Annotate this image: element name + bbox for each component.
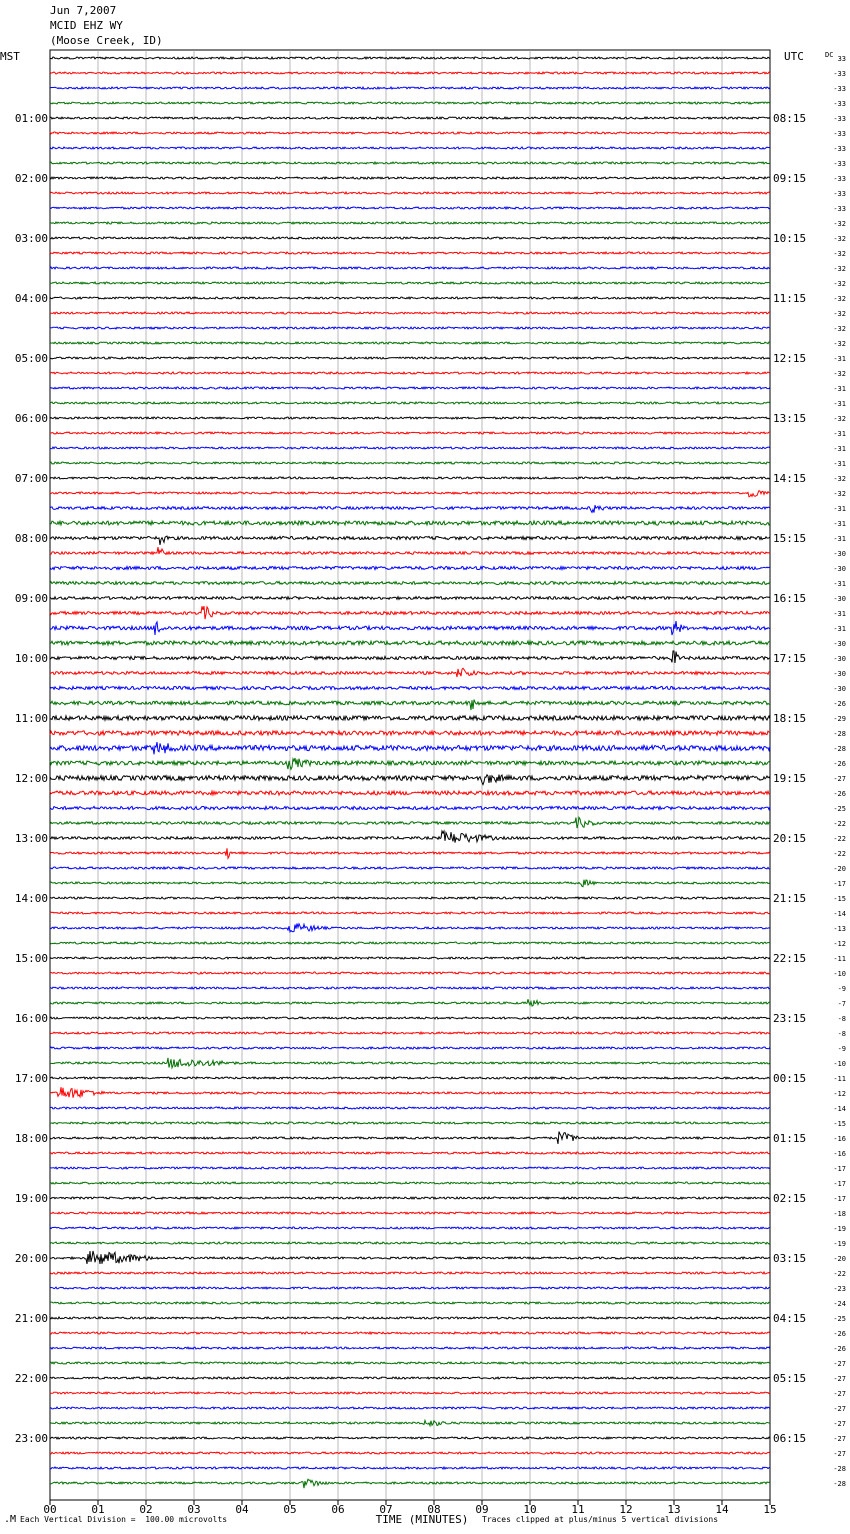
trace-line: [50, 758, 770, 769]
dc-offset-label: -31: [833, 355, 846, 363]
station-code: MCID EHZ WY: [50, 19, 123, 32]
dc-offset-label: -33: [833, 130, 846, 138]
dc-offset-label: -32: [833, 490, 846, 498]
right-hour-label: 16:15: [773, 592, 807, 605]
right-hour-label: 10:15: [773, 232, 807, 245]
trace-line: [50, 72, 770, 74]
dc-offset-label: -16: [833, 1150, 846, 1158]
trace-line: [50, 1182, 770, 1184]
dc-offset-label: -33: [833, 175, 846, 183]
left-hour-label: 05:00: [14, 352, 48, 365]
dc-offset-label: -25: [833, 1315, 846, 1323]
dc-offset-label: -31: [833, 460, 846, 468]
right-hour-label: 00:15: [773, 1072, 807, 1085]
dc-offset-label: -31: [833, 385, 846, 393]
dc-offset-label: -32: [833, 340, 846, 348]
dc-offset-label: -17: [833, 880, 846, 888]
trace-line: [50, 207, 770, 209]
dc-offset-label: -12: [833, 1090, 846, 1098]
dc-offset-label: -31: [833, 625, 846, 633]
left-hour-label: 16:00: [14, 1012, 48, 1025]
dc-offset-label: -32: [833, 295, 846, 303]
trace-line: [50, 817, 770, 828]
left-hour-label: 01:00: [14, 112, 48, 125]
trace-line: [50, 222, 770, 224]
trace-line: [50, 312, 770, 314]
dc-offset-label: -13: [833, 925, 846, 933]
trace-line: [50, 547, 770, 554]
dc-offset-label: -16: [833, 1135, 846, 1143]
dc-offset-label: -30: [833, 595, 846, 603]
right-hour-label: 09:15: [773, 172, 807, 185]
dc-offset-label: -32: [833, 475, 846, 483]
right-hour-label: 04:15: [773, 1312, 807, 1325]
dc-offset-label: -31: [833, 430, 846, 438]
trace-line: [50, 897, 770, 899]
right-hour-label: 15:15: [773, 532, 807, 545]
trace-line: [50, 342, 770, 344]
dc-offset-label: -32: [833, 250, 846, 258]
trace-line: [50, 477, 770, 479]
trace-line: [50, 491, 770, 497]
left-hour-label: 02:00: [14, 172, 48, 185]
trace-line: [50, 1058, 770, 1068]
dc-offset-label: -30: [833, 550, 846, 558]
trace-line: [50, 357, 770, 359]
dc-offset-label: -18: [833, 1210, 846, 1218]
trace-line: [50, 742, 770, 754]
x-tick-label: 12: [619, 1503, 633, 1516]
dc-offset-label: -14: [833, 910, 846, 918]
trace-line: [50, 972, 770, 974]
trace-line: [50, 831, 770, 843]
trace-line: [50, 147, 770, 149]
trace-line: [50, 791, 770, 795]
trace-line: [50, 848, 770, 858]
left-hour-label: 15:00: [14, 952, 48, 965]
dc-offset-label: -31: [833, 610, 846, 618]
x-tick-label: 00: [43, 1503, 57, 1516]
right-hour-label: 22:15: [773, 952, 807, 965]
dc-offset-label: -27: [833, 1435, 846, 1443]
left-hour-label: 12:00: [14, 772, 48, 785]
x-tick-label: 01: [91, 1503, 105, 1516]
dc-offset-label: -12: [833, 940, 846, 948]
trace-line: [50, 132, 770, 134]
dc-offset-label: -10: [833, 1060, 846, 1068]
left-hour-label: 10:00: [14, 652, 48, 665]
trace-line: [50, 1087, 770, 1098]
trace-line: [50, 1287, 770, 1289]
trace-line: [50, 1212, 770, 1214]
dc-offset-label: -33: [833, 115, 846, 123]
trace-line: [50, 387, 770, 389]
trace-line: [50, 1317, 770, 1319]
dc-offset-label: 33: [837, 55, 846, 63]
trace-line: [50, 999, 770, 1006]
x-tick-label: 13: [667, 1503, 681, 1516]
left-hour-label: 08:00: [14, 532, 48, 545]
trace-line: [50, 536, 770, 545]
trace-line: [50, 1132, 770, 1144]
trace-line: [50, 651, 770, 663]
trace-line: [50, 880, 770, 887]
trace-line: [50, 957, 770, 959]
trace-line: [50, 566, 770, 569]
trace-line: [50, 87, 770, 89]
trace-line: [50, 641, 770, 645]
left-hour-label: 19:00: [14, 1192, 48, 1205]
trace-line: [50, 1077, 770, 1079]
dc-offset-label: -33: [833, 160, 846, 168]
vertical-division-note: Each Vertical Division = 100.00 microvolts: [20, 1515, 228, 1524]
trace-line: [50, 447, 770, 449]
right-hour-label: 17:15: [773, 652, 807, 665]
dc-offset-label: -33: [833, 190, 846, 198]
dc-offset-label: -31: [833, 535, 846, 543]
trace-line: [50, 1107, 770, 1109]
right-hour-label: 18:15: [773, 712, 807, 725]
dc-offset-label: -31: [833, 520, 846, 528]
dc-offset-label: -33: [833, 145, 846, 153]
x-tick-label: 10: [523, 1503, 537, 1516]
dc-offset-label: -22: [833, 1270, 846, 1278]
dc-offset-label: -20: [833, 865, 846, 873]
trace-line: [50, 462, 770, 464]
trace-line: [50, 402, 770, 404]
trace-line: [50, 912, 770, 914]
left-hour-label: 11:00: [14, 712, 48, 725]
left-hour-label: 13:00: [14, 832, 48, 845]
left-hour-label: 14:00: [14, 892, 48, 905]
trace-line: [50, 1362, 770, 1364]
trace-line: [50, 621, 770, 635]
right-hour-label: 12:15: [773, 352, 807, 365]
trace-line: [50, 505, 770, 512]
x-tick-label: 15: [763, 1503, 777, 1516]
dc-offset-label: -25: [833, 805, 846, 813]
dc-offset-label: -26: [833, 1345, 846, 1353]
right-hour-label: 23:15: [773, 1012, 807, 1025]
trace-line: [50, 1392, 770, 1394]
dc-offset-label: -30: [833, 670, 846, 678]
trace-line: [50, 775, 770, 785]
station-location: (Moose Creek, ID): [50, 34, 163, 47]
trace-line: [50, 1467, 770, 1469]
right-hour-label: 01:15: [773, 1132, 807, 1145]
dc-offset-label: -17: [833, 1165, 846, 1173]
dc-offset-label: -29: [833, 715, 846, 723]
trace-line: [50, 417, 770, 419]
dc-offset-label: -9: [837, 1045, 846, 1053]
trace-line: [50, 597, 770, 600]
dc-offset-label: -8: [837, 1030, 846, 1038]
dc-offset-label: -14: [833, 1105, 846, 1113]
trace-line: [50, 700, 770, 710]
dc-offset-label: -24: [833, 1300, 846, 1308]
trace-line: [50, 1017, 770, 1019]
dc-offset-label: -26: [833, 760, 846, 768]
trace-line: [50, 1347, 770, 1349]
dc-offset-label: -31: [833, 400, 846, 408]
trace-line: [50, 432, 770, 434]
trace-line: [50, 372, 770, 374]
dc-offset-label: -30: [833, 565, 846, 573]
trace-line: [50, 117, 770, 119]
dc-offset-label: -31: [833, 580, 846, 588]
trace-line: [50, 582, 770, 585]
dc-offset-label: -33: [833, 70, 846, 78]
x-tick-label: 14: [715, 1503, 729, 1516]
right-hour-label: 13:15: [773, 412, 807, 425]
dc-offset-label: -32: [833, 280, 846, 288]
left-hour-label: 07:00: [14, 472, 48, 485]
dc-offset-label: -33: [833, 205, 846, 213]
trace-line: [50, 192, 770, 194]
left-hour-label: 06:00: [14, 412, 48, 425]
left-hour-label: 22:00: [14, 1372, 48, 1385]
x-tick-label: 06: [331, 1503, 345, 1516]
trace-line: [50, 1407, 770, 1409]
dc-offset-label: -17: [833, 1180, 846, 1188]
left-hour-label: 09:00: [14, 592, 48, 605]
dc-offset-label: -31: [833, 505, 846, 513]
dc-offset-label: -17: [833, 1195, 846, 1203]
trace-line: [50, 606, 770, 619]
dc-offset-label: -32: [833, 310, 846, 318]
left-hour-label: 17:00: [14, 1072, 48, 1085]
dc-offset-label: -23: [833, 1285, 846, 1293]
trace-line: [50, 267, 770, 269]
dc-offset-label: -28: [833, 730, 846, 738]
trace-line: [50, 521, 770, 525]
dc-offset-label: -8: [837, 1015, 846, 1023]
trace-line: [50, 102, 770, 104]
dc-offset-label: -27: [833, 1420, 846, 1428]
dc-offset-label: -32: [833, 370, 846, 378]
left-hour-label: 21:00: [14, 1312, 48, 1325]
trace-line: [50, 1437, 770, 1439]
dc-offset-label: -27: [833, 1360, 846, 1368]
dc-offset-label: -31: [833, 445, 846, 453]
dc-offset-label: -27: [833, 1390, 846, 1398]
trace-line: [50, 1272, 770, 1274]
dc-offset-label: -20: [833, 1255, 846, 1263]
trace-line: [50, 1479, 770, 1488]
trace-line: [50, 942, 770, 944]
right-hour-label: 05:15: [773, 1372, 807, 1385]
dc-offset-label: -11: [833, 955, 846, 963]
dc-offset-label: -32: [833, 220, 846, 228]
right-hour-label: 21:15: [773, 892, 807, 905]
dc-offset-label: -33: [833, 85, 846, 93]
dc-offset-label: -7: [837, 1000, 846, 1008]
right-hour-label: 20:15: [773, 832, 807, 845]
dc-offset-label: -26: [833, 1330, 846, 1338]
right-hour-label: 06:15: [773, 1432, 807, 1445]
trace-line: [50, 1332, 770, 1334]
trace-line: [50, 1420, 770, 1425]
dc-offset-label: -15: [833, 895, 846, 903]
trace-line: [50, 716, 770, 720]
plot-date: Jun 7,2007: [50, 4, 117, 17]
dc-offset-label: -27: [833, 1450, 846, 1458]
trace-line: [50, 177, 770, 179]
trace-line: [50, 327, 770, 329]
dc-offset-label: -30: [833, 685, 846, 693]
dc-offset-label: -15: [833, 1120, 846, 1128]
dc-offset-label: -22: [833, 850, 846, 858]
right-hour-label: 19:15: [773, 772, 807, 785]
x-tick-label: 07: [379, 1503, 393, 1516]
trace-line: [50, 1152, 770, 1154]
trace-line: [50, 162, 770, 164]
right-zone-label: UTC: [784, 50, 804, 63]
trace-line: [50, 987, 770, 989]
trace-line: [50, 237, 770, 239]
dc-offset-label: -32: [833, 325, 846, 333]
right-hour-label: 11:15: [773, 292, 807, 305]
right-hour-label: 02:15: [773, 1192, 807, 1205]
x-tick-label: 11: [571, 1503, 585, 1516]
trace-line: [50, 57, 770, 59]
dc-offset-label: -9: [837, 985, 846, 993]
x-axis-label: TIME (MINUTES): [375, 1513, 469, 1526]
trace-line: [50, 867, 770, 869]
trace-line: [50, 1251, 770, 1264]
x-tick-label: 03: [187, 1503, 201, 1516]
x-tick-label: 04: [235, 1503, 249, 1516]
trace-line: [50, 1242, 770, 1244]
dc-offset-label: -28: [833, 1480, 846, 1488]
dc-offset-label: -22: [833, 835, 846, 843]
right-hour-label: 08:15: [773, 112, 807, 125]
trace-line: [50, 1032, 770, 1034]
clipping-note: Traces clipped at plus/minus 5 vertical divisions: [482, 1515, 719, 1524]
dc-offset-label: -22: [833, 820, 846, 828]
right-hour-label: 03:15: [773, 1252, 807, 1265]
trace-line: [50, 806, 770, 809]
dc-offset-label: -32: [833, 415, 846, 423]
trace-line: [50, 282, 770, 284]
dc-offset-label: -32: [833, 265, 846, 273]
dc-offset-label: -30: [833, 655, 846, 663]
x-tick-label: 05: [283, 1503, 297, 1516]
left-hour-label: 20:00: [14, 1252, 48, 1265]
trace-line: [50, 252, 770, 254]
trace-line: [50, 1167, 770, 1169]
dc-offset-label: -28: [833, 745, 846, 753]
x-tick-label: 09: [475, 1503, 489, 1516]
trace-line: [50, 1302, 770, 1304]
left-zone-label: MST: [0, 50, 20, 63]
left-hour-label: 23:00: [14, 1432, 48, 1445]
dc-offset-label: -10: [833, 970, 846, 978]
trace-line: [50, 1227, 770, 1229]
dc-offset-label: -27: [833, 775, 846, 783]
trace-line: [50, 297, 770, 299]
trace-line: [50, 1122, 770, 1124]
dc-offset-label: -28: [833, 1465, 846, 1473]
dc-label: DC: [825, 51, 834, 59]
left-hour-label: 03:00: [14, 232, 48, 245]
trace-line: [50, 1377, 770, 1379]
dc-offset-label: -26: [833, 700, 846, 708]
dc-offset-label: -32: [833, 235, 846, 243]
x-tick-label: 08: [427, 1503, 441, 1516]
dc-offset-label: -26: [833, 790, 846, 798]
trace-line: [50, 731, 770, 735]
trace-line: [50, 1197, 770, 1199]
trace-line: [50, 668, 770, 677]
dc-offset-label: -30: [833, 640, 846, 648]
trace-line: [50, 1452, 770, 1454]
dc-offset-label: -27: [833, 1375, 846, 1383]
left-hour-label: 04:00: [14, 292, 48, 305]
dc-offset-label: -33: [833, 100, 846, 108]
left-hour-label: 18:00: [14, 1132, 48, 1145]
trace-line: [50, 1047, 770, 1049]
dc-offset-label: -19: [833, 1225, 846, 1233]
right-hour-label: 14:15: [773, 472, 807, 485]
dc-offset-label: -19: [833, 1240, 846, 1248]
dc-offset-label: -11: [833, 1075, 846, 1083]
usgs-mark: .M: [4, 1514, 17, 1525]
trace-line: [50, 686, 770, 689]
x-tick-label: 02: [139, 1503, 153, 1516]
trace-line: [50, 924, 770, 932]
dc-offset-label: -27: [833, 1405, 846, 1413]
